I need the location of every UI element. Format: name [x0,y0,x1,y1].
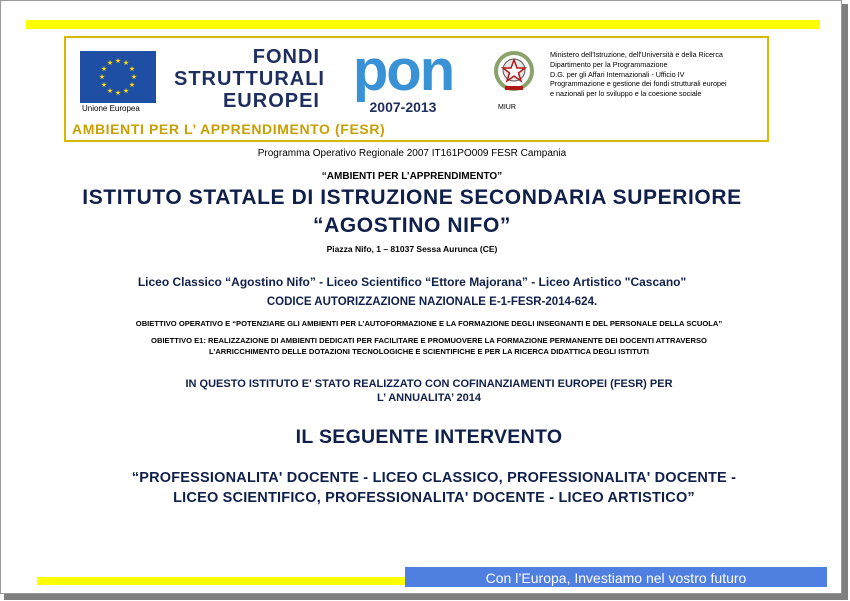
eu-flag-icon [80,51,156,103]
intervention-title: “PROFESSIONALITA' DOCENTE - LICEO CLASSICO, PROFESSIONALITA' DOCENTE - LICEO SCIENTIFICO, PROFESSIONALITA' DOCENTE - LICEO ARTISTICO” [131,470,737,506]
fondi-line: EUROPEI [222,90,320,112]
fesr-heading: AMBIENTI PER L’ APPRENDIMENTO (FESR) [72,121,386,137]
svg-text:★: ★ [122,87,130,95]
footer-banner [405,567,827,587]
republic-emblem-icon [491,48,537,94]
operational-objective: OBIETTIVO OPERATIVO E “POTENZIARE GLI AMBIENTI PER L’AUTOFORMAZIONE E LA FORMAZIONE DEGLI INSEGNANTI E DEL PERSONALE DELLA SCUOLA” [135,319,723,328]
svg-text:★: ★ [98,73,106,81]
svg-text:★: ★ [130,73,138,81]
eu-label: Unione Europea [82,104,140,113]
miur-label: MIUR [498,104,516,111]
pon-banner [64,36,769,142]
svg-text:★: ★ [106,87,114,95]
ambienti-quote: “AMBIENTI PER L’APPRENDIMENTO” [321,171,503,182]
schools-list: Liceo Classico “Agostino Nifo” - Liceo Scientifico “Ettore Majorana” - Liceo Artistico "Cascano" [137,275,687,289]
svg-text:★: ★ [128,65,136,73]
programma-operativo: Programma Operativo Regionale 2007 IT161PO009 FESR Campania [257,148,567,159]
svg-text:★: ★ [128,81,136,89]
page-shadow-right [842,4,848,600]
top-yellow-bar [26,20,820,29]
objective-e1: OBIETTIVO E1: REALIZZAZIONE DI AMBIENTI DEDICATI PER FACILITARE E PROMUOVERE LA FORMAZIONE PERMANENTE DEI DOCENTI ATTRAVERSO L’ARRICCHIMENTO DELLE DOTAZIONI TECNOLOGICHE E SCIENTIFICHE E PER LA RICERCA DIDATTICA DEGLI ISTITUTI [151,336,707,356]
svg-text:★: ★ [100,81,108,89]
pon-years: 2007-2013 [369,99,437,115]
footer-slogan: Con l’Europa, Investiamo nel vostro futuro [485,570,747,586]
fondi-line: FONDI [252,46,320,68]
institute-name: ISTITUTO STATALE DI ISTRUZIONE SECONDARIA SUPERIORE [82,186,742,209]
institute-address: Piazza Nifo, 1 – 81037 Sessa Aurunca (CE) [326,244,498,254]
pon-wordmark: pon [352,44,454,103]
page-shadow-bottom [4,594,848,600]
svg-text:★: ★ [100,65,108,73]
svg-text:★: ★ [106,59,114,67]
fondi-strutturali-logo [174,46,325,112]
svg-text:★: ★ [122,59,130,67]
fondi-line: STRUTTURALI [174,68,325,90]
bottom-yellow-bar [37,577,407,585]
pon-logo [336,44,470,116]
svg-text:★: ★ [114,89,122,97]
authorization-code: CODICE AUTORIZZAZIONE NAZIONALE E-1-FESR-2014-624. [266,296,598,308]
cofinancing-statement: IN QUESTO ISTITUTO E' STATO REALIZZATO CON COFINANZIAMENTI EUROPEI (FESR) PER L’ ANNUALITA’ 2014 [185,378,673,404]
ministry-text: Ministero dell'Istruzione, dell'Università e della Ricerca Dipartimento per la Programmazione D.G. per gli Affari Internazionali - Ufficio IV Programmazione e gestione dei fondi strutturali europei e nazionali per lo sviluppo e la coesione sociale [550,50,727,99]
svg-text:★: ★ [114,57,122,65]
intervention-heading: IL SEGUENTE INTERVENTO [295,426,563,448]
institute-title: “AGOSTINO NIFO” [313,214,511,237]
